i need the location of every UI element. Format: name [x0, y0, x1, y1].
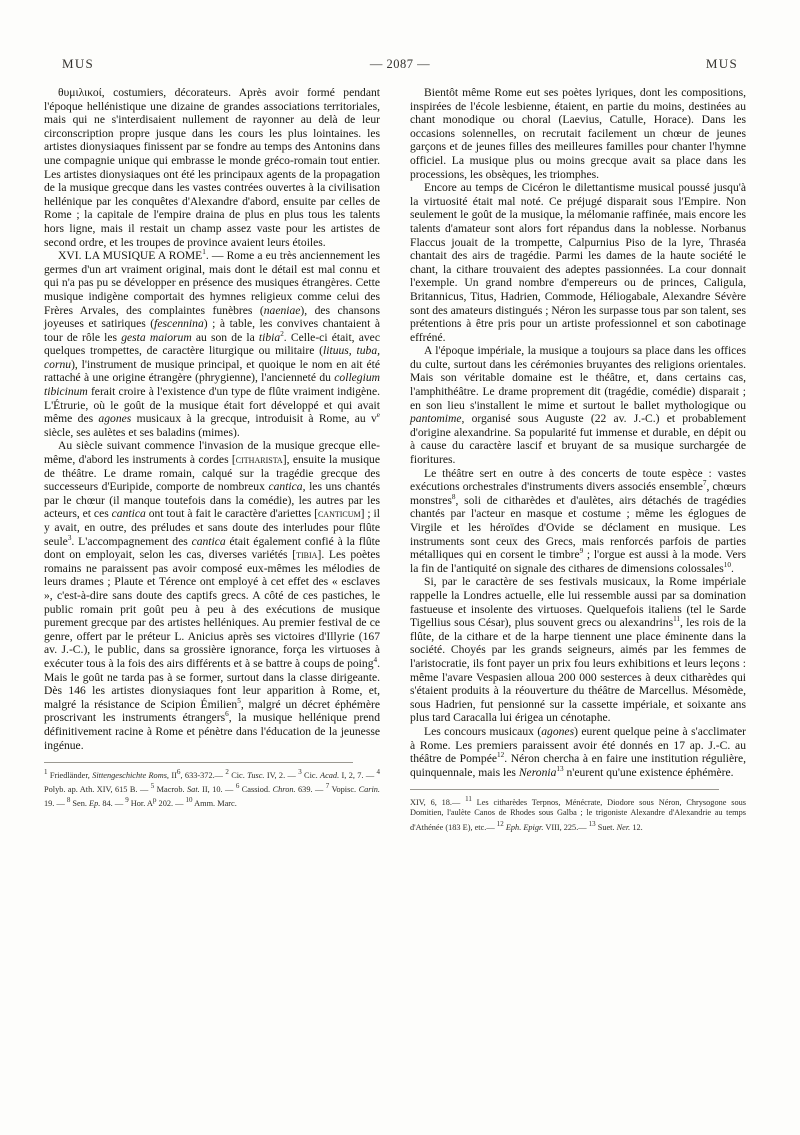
two-column-body: [44, 86, 756, 833]
paragraph: Au siècle suivant commence l'invasion de la musique grecque elle-même, d'abord les instruments à cordes [citharista], ensuite la musique de théâtre. Le drame romain, calqué sur la tragédie grecque des successeurs d'Euripide, comporte de nombreux cantica, les uns chantés par le chœur (il manque toutefois dans la comédie), les autres par les acteurs, et ces cantica ont tout à fait le caractère d'ariettes [canticum] ; il y avait, en outre, des préludes et sans doute des interludes pour flûte seule$^3$. L'accompagnement des cantica était également confié à la flûte dont on employait, selon les cas, diverses variétés [tibia]. Les poètes romains ne paraissent pas avoir composé eux-mêmes les mélodies de leurs drames ; Plaute et Térence ont employé à cet effet des « esclaves », c'est-à-dire sans doute des captifs grecs. A côté de ces pastiches, le public romain prit goût peu à peu à des exécutions de musique purement grecque par des artistes helléniques. Au premier festival de ce genre, offert par le préteur L. Anicius après ses victoires d'Illyrie (167 av. J.-C.), le public, dans sa grossière ignorance, força les virtuoses à exécuter tous à la fois des airs différents et à se battre à coups de poing$^4$. Mais le goût ne tarda pas à se former, surtout dans la classe dirigeante. Dès 146 les artistes dionysiaques font leur apparition à Rome, et, malgré la résistance de Scipion Émilien$^5$, malgré un décret éphémère proscrivant les instruments étrangers$^6$, la musique hellénique prend définitivement racine à Rome et pénètre dans l'éducation de la jeunesse ingénue.: [44, 439, 380, 752]
paragraph: Bientôt même Rome eut ses poètes lyriques, dont les compositions, inspirées de l'école lesbienne, étaient, en partie du moins, destinées au chant monodique ou choral (Laevius, Catulle, Horace). Dans les occasions solennelles, on recrutait facilement un chœur de jeunes garçons et de jeunes filles des meilleures familles pour chanter l'hymne officiel. La musique plus ou moins grecque avait sa place dans les processions, les obsèques, les triomphes.: [410, 86, 746, 181]
paragraph: Si, par le caractère de ses festivals musicaux, la Rome impériale rappelle la Londres actuelle, elle lui ressemble aussi par sa domination fastueuse et insolente des virtuoses. Quelquefois italiens (tel le Sarde Tigellius sous César), plus souvent grecs ou alexandrins$^{11}$, les rois de la flûte, de la cithare et de la harpe tiennent une place éminente dans la société. Choyés par les grands seigneurs, aimés par les femmes de l'aristocratie, ils font payer un prix fou leurs exhibitions et leurs leçons : même l'avare Vespasien alloua 200 000 sesterces à deux citharèdes qui s'étaient produits à la réouverture du théâtre de Marcellus. Mésomède, sous Hadrien, fut pensionné sur la cassette impériale, et soixante ans plus tard Caracalla lui érigea un cénotaphe.: [410, 575, 746, 725]
footnote-divider: [410, 789, 719, 790]
footnote-text: $^1$ Friedländer, Sittengeschichte Roms, $II^6$, 633-372.— $^2$ Cic. Tusc. IV, 2. — $^3$ Cic. Acad. I, 2, 7. — $^4$ Polyb. ap. Ath. XIV, 615 B. — $^5$ Macrob. Sat. II, 10. — $^6$ Cassiod. Chron. 639. — $^7$ Vopisc. Carin. 19. — $^8$ Sen. Ep. 84. — $^9$ Hor. $A^p$ 202. — $^{10}$ Amm. Marc.: [44, 768, 381, 809]
paragraph: Le théâtre sert en outre à des concerts de toute espèce : vastes exécutions orchestrales d'instruments divers associés ensemble$^7$, chœurs monstres$^8$, soli de citharèdes et d'aulètes, airs détachés de tragédies chantés par l'acteur en masque et costume ; même les églogues de Virgile et les héroïdes d'Ovide se déclament en musique. Les instruments sont ceux des Grecs, mais renforcés parfois de parties métalliques qui en corsent le timbre$^9$ ; l'orgue est aussi à la mode. Vers la fin de l'antiquité on signale des cithares de dimensions colossales$^{10}$.: [410, 466, 746, 575]
running-head-left: MUS: [62, 56, 95, 71]
page-number: — 2087 —: [369, 57, 431, 71]
footnotes-right: [410, 789, 746, 833]
running-head-right: MUS: [705, 56, 738, 71]
paragraph: Les concours musicaux (agones) eurent quelque peine à s'acclimater à Rome. Les premiers paraissent avoir été donnés en 17 ap. J.-C. au théâtre de Pompée$^{12}$. Néron chercha à en faire une institution régulière, quinquennale, mais les Neronia$^{13}$ n'eurent qu'une existence éphémère.: [410, 724, 746, 779]
left-column: [44, 86, 380, 810]
running-head: [44, 56, 756, 72]
paragraph: A l'époque impériale, la musique a toujours sa place dans les offices du culte, surtout dans les cérémonies bruyantes des religions orientales. Mais son véritable domaine est le théâtre, et, dans certains cas, l'amphithéâtre. Le drame proprement dit (tragédie, comédie) disparait ; en son lieu s'installent le mime et surtout le ballet mythologique ou pantomime, organisé sous Auguste (22 av. J.-C.) et probablement d'origine alexandrine. Sa popularité fut immense et durable, en dépit ou à cause du caractère lascif et bruyant de sa musique surchargée de fioritures.: [410, 344, 746, 467]
footnote-divider: [44, 762, 353, 763]
paragraph: Encore au temps de Cicéron le dilettantisme musical poussé jusqu'à la virtuosité était mal noté. Ce préjugé disparait sous l'Empire. Non seulement le goût de la musique, la mélomanie raffinée, mais encore les talents d'amateur sont alors fort répandus dans la noblesse. Norbanus Flaccus jouait de la trompette, Calpurnius Piso de la lyre, Thraséa chantait des airs de tragédie. Parmi les dames de la haute société le chant, la cithare trouvaient des adeptes passionnées. La cour donnait l'exemple. Un grand nombre d'empereurs ou de princes, Caligula, Britannicus, Titus, Hadrien, Commode, Héliogabale, Alexandre Sévère sont des amateurs distingués ; Néron les surpasse tous par son talent, ses prétentions à être pris pour un artiste professionnel et son cabotinage effréné.: [410, 181, 746, 344]
paragraph: θυμιλικοί, costumiers, décorateurs. Après avoir formé pendant l'époque hellénistique une dizaine de grandes associations territoriales, mais qui ne s'interdisaient nullement de rayonner au delà de leur circonscription propre jusque dans les cours les plus lointaines. les artistes dionysiaques finissent par se fondre au temps des Antonins dans une compagnie unique qui embrasse le monde gréco-romain tout entier. Les artistes dionysiaques ont été les principaux agents de la propagation de la musique grecque dans les vastes contrées ouvertes à la civilisation hellénique par les conquêtes d'Alexandre d'abord, ensuite par celles de Rome ; la capitale de l'empire draina de plus en plus tous les talents hors ligne, mais il restait un champ assez vaste pour les artistes de second ordre, et les troupes de province avaient leurs étoiles.: [44, 86, 380, 249]
paragraph-section-heading: XVI. LA MUSIQUE A ROME$^1$. — Rome a eu très anciennement les germes d'un art vraiment original, mais dont le détail est mal connu et qui n'a pas pu se développer en présence des musiques étrangères. Cette musique indigène comportait des hymnes religieux comme celui des Frères Arvales, des complaintes funèbres (naeniae), des chansons joyeuses et satiriques (fescennina) ; à table, les convives chantaient à tour de rôle les gesta maiorum au son de la tibia$^2$. Celle-ci était, avec quelques trompettes, de caractère liturgique ou militaire (lituus, tuba, cornu), l'instrument de musique principal, et quoique le nom en ait été rattaché à une origine étrangère (phrygienne), l'ancienneté du collegium tibicinum ferait croire à l'existence d'un type de flûte vraiment indigène. L'Étrurie, où le goût de la musique était fort développé et qui avait même des agones musicaux à la grecque, introduisit à Rome, au $v^e$ siècle, ses aulètes et ses baladins (mimes).: [44, 248, 381, 439]
right-column: [410, 86, 746, 833]
footnotes-left: [44, 762, 380, 810]
footnote-text: XIV, 6, 18.— $^{11}$ Les citharèdes Terpnos, Ménécrate, Diodore sous Néron, Chrysogone sous Domitien, l'aulète Canos de Rhodes sous Galba ; le trigoniste Alexandre d'Alexandrie au temps d'Athénée (183 E), etc.— $^{12}$ Eph. Epigr. VIII, 225.— $^{13}$ Suet. Ner. 12.: [410, 795, 746, 832]
